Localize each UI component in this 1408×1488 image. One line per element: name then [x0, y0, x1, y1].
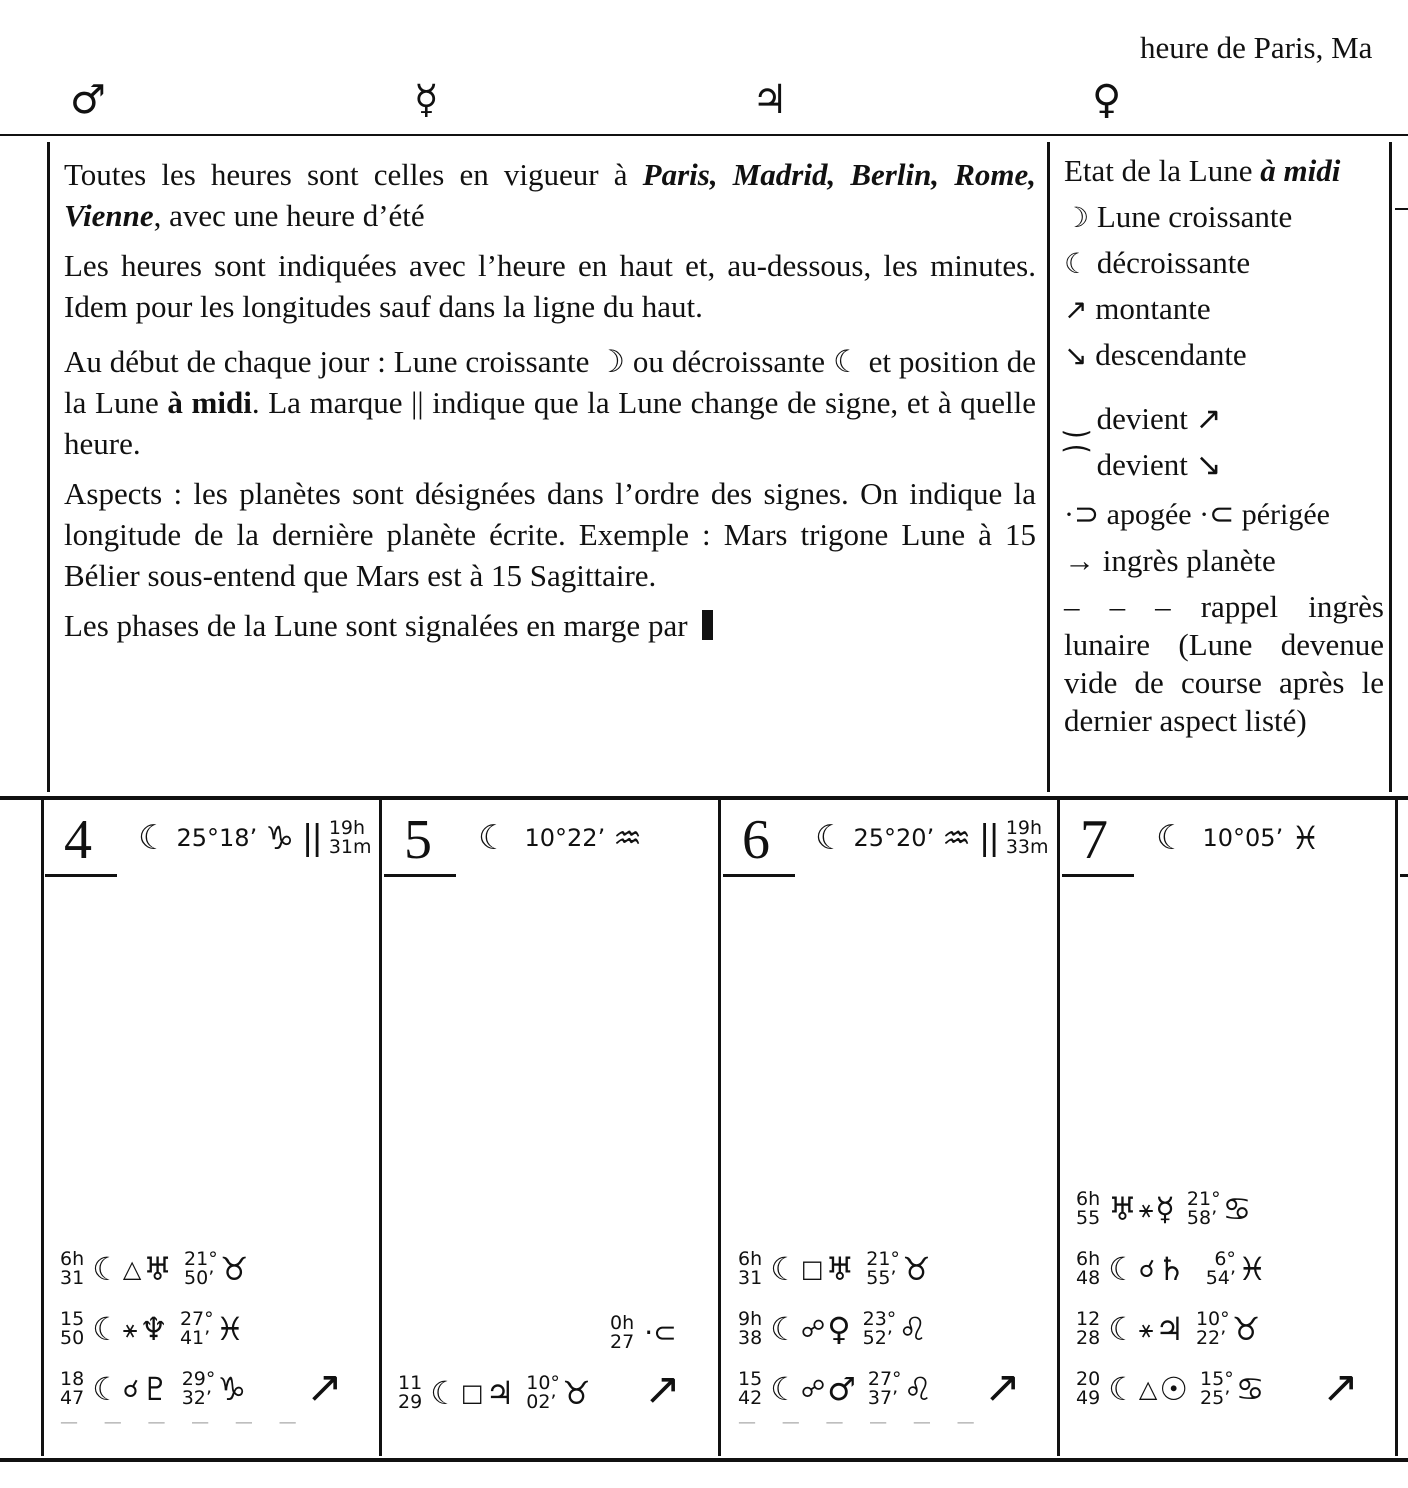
aspect-row [738, 1370, 932, 1408]
aspect-time: 9h 38 [738, 1308, 763, 1349]
day-underline [723, 874, 795, 877]
square-icon: □ [800, 1255, 824, 1283]
sextile-icon: ⚹ [1138, 1315, 1154, 1343]
aspect-time: 15 50 [60, 1308, 85, 1349]
divider [718, 800, 721, 1456]
day-number: 4 [64, 809, 92, 871]
legend-p2: Les heures sont indiquées avec l’heure en haut et, au-dessous, les minutes. Idem pour les longitudes sauf dans la ligne du haut. [64, 248, 1036, 324]
trine-icon: △ [1138, 1375, 1158, 1403]
mercury-icon: ☿ [1155, 1190, 1175, 1228]
moon-icon: ☾ [1108, 1370, 1137, 1408]
venus-icon: ♀ [827, 1310, 851, 1348]
moon-position: 25°18’ [176, 824, 258, 852]
jupiter-icon: ♃ [752, 77, 788, 123]
leo-icon: ♌ [898, 1310, 927, 1348]
day-cell-5 [404, 809, 432, 871]
moon-position: 25°20’ [853, 824, 935, 852]
divider [379, 800, 382, 1456]
sextile-icon: ⚹ [1138, 1195, 1154, 1223]
sign-change-mark: || [978, 818, 998, 858]
neptune-icon: ♆ [139, 1310, 168, 1348]
mars-icon: ♂ [827, 1370, 856, 1408]
sextile-icon: ⚹ [122, 1315, 138, 1343]
aspect-longitude: 21° 58’ [1186, 1188, 1221, 1229]
aquarius-icon: ♒ [942, 819, 971, 857]
aspect-time: 6h 31 [60, 1248, 85, 1289]
aspect-longitude: 6° 54’ [1205, 1248, 1236, 1289]
divider [1057, 800, 1060, 1456]
legend-item-waxing: ☽ Lune croissante [1064, 199, 1293, 234]
aspect-time: 6h 48 [1076, 1248, 1101, 1289]
aspect-longitude: 21° 50’ [184, 1248, 218, 1289]
arrow-up-right-icon: ↗ [306, 1362, 343, 1413]
legend-ingress: → ingrès planète [1064, 543, 1276, 578]
aspect-longitude: 10° 02’ [526, 1372, 560, 1413]
saturn-icon: ♄ [1157, 1250, 1186, 1288]
divider [1395, 800, 1398, 1456]
moon-position: 10°22’ [524, 824, 606, 852]
legend-p4: Aspects : les planètes sont désignées dans l’ordre des signes. On indique la longitude de la dernière planète écrite. Exemple : Mars trigone Lune à 15 Bélier sous-entend que Mars est à 15 Sagittaire. [64, 476, 1036, 593]
divider [47, 142, 50, 792]
header-title: heure de Paris, Ma [1140, 30, 1373, 65]
arrow-down-right-icon: ↘ [1064, 339, 1088, 372]
aspect-row [398, 1374, 591, 1412]
aspect-row [60, 1250, 248, 1288]
legend-item-falling: ↘ descendante [1064, 337, 1247, 372]
aspect-time: 12 28 [1076, 1308, 1101, 1349]
aspect-longitude: 15° 25’ [1200, 1368, 1234, 1409]
divider [1389, 142, 1392, 792]
moon-ingress-reminder: — — — — — — [738, 1412, 985, 1433]
day-underline [1062, 874, 1134, 877]
moon-state [138, 818, 372, 858]
arrow-up-right-icon: ↗ [984, 1362, 1021, 1413]
conjunction-icon: ☌ [1138, 1255, 1155, 1283]
legend-apogee-perigee: ·⊃ apogée ·⊂ périgée [1064, 498, 1330, 531]
waning-moon-icon: ☾ [815, 818, 846, 858]
uranus-icon: ♅ [825, 1250, 855, 1288]
venus-icon: ♀ [1092, 77, 1122, 123]
cancer-icon: ♋ [1235, 1370, 1265, 1408]
perigee-time: 0h 27 [610, 1312, 635, 1353]
waning-moon-icon: ☾ [1156, 818, 1187, 858]
taurus-icon: ♉ [1231, 1310, 1261, 1348]
arrow-up-right-icon: ↗ [644, 1364, 681, 1415]
waning-moon-icon: ☾ [138, 818, 169, 858]
moon-icon: ☾ [1108, 1250, 1137, 1288]
taurus-icon: ♉ [901, 1250, 931, 1288]
phase-marker-icon [702, 610, 713, 640]
legend-text [64, 154, 1036, 655]
moon-state [1156, 818, 1320, 858]
moon-state [478, 818, 642, 858]
waxing-moon-icon: ☽ [1064, 201, 1090, 234]
legend-p3: Au début de chaque jour : Lune croissante ☽ ou décroissante ☾ et position de la Lune à midi. La marque || indique que la Lune change de signe, et à quelle heure. [64, 344, 1036, 461]
legend-becomes-rising: ‿ devient ↗ [1064, 401, 1222, 436]
opposition-icon: ☍ [800, 1315, 826, 1343]
aspect-row [1076, 1250, 1267, 1288]
day-underline [45, 874, 117, 877]
legend-reminder: – – – rappel ingrès lunaire (Lune devenue vide de course après le dernier aspect listé) [1064, 589, 1384, 738]
square-icon: □ [460, 1379, 484, 1407]
taurus-icon: ♉ [561, 1374, 591, 1412]
aspect-row [738, 1250, 931, 1288]
sun-icon: ☉ [1159, 1370, 1189, 1408]
aspect-time: 18 47 [60, 1368, 85, 1409]
capricorn-icon: ♑ [217, 1370, 247, 1408]
perigee-icon: ·⊂ [644, 1316, 677, 1349]
aspect-row [1076, 1190, 1251, 1228]
aspect-row [1076, 1310, 1260, 1348]
legend-p1: Toutes les heures sont celles en vigueur à Paris, Madrid, Berlin, Rome, Vienne, avec une heure d’été [64, 157, 1036, 233]
divider [1047, 142, 1050, 792]
aspect-time: 6h 31 [738, 1248, 763, 1289]
aspect-longitude: 27° 37’ [867, 1368, 902, 1409]
legend-item-waning: ☾ décroissante [1064, 245, 1251, 280]
aspect-time: 6h 55 [1076, 1188, 1101, 1229]
jupiter-icon: ♃ [1155, 1310, 1184, 1348]
day-cell-7 [1080, 809, 1108, 871]
moon-icon: ☾ [92, 1250, 121, 1288]
uranus-icon: ♅ [143, 1250, 173, 1288]
aspect-row [60, 1370, 246, 1408]
day-number: 7 [1080, 809, 1108, 871]
cancer-icon: ♋ [1222, 1190, 1252, 1228]
aspect-longitude: 27° 41’ [179, 1308, 214, 1349]
waning-moon-icon: ☾ [1064, 247, 1090, 280]
divider [41, 800, 44, 1456]
day-number: 5 [404, 809, 432, 871]
aspect-time: 15 42 [738, 1368, 763, 1409]
legend-becomes-falling: ⁀ devient ↘ [1064, 447, 1222, 482]
legend-item-rising: ↗ montante [1064, 291, 1211, 326]
day-underline [384, 874, 456, 877]
header-rule [0, 134, 1408, 136]
mars-icon: ♂ [70, 77, 106, 123]
jupiter-icon: ♃ [485, 1374, 515, 1412]
moon-icon: ☾ [770, 1310, 799, 1348]
tick-mark [1400, 874, 1408, 877]
moon-icon: ☾ [430, 1374, 459, 1412]
aspect-row [60, 1310, 244, 1348]
aspect-longitude: 10° 22’ [1195, 1308, 1230, 1349]
day-cell-6 [742, 809, 770, 871]
day-cell-4 [64, 809, 92, 871]
conjunction-icon: ☌ [122, 1375, 139, 1403]
aspect-time: 20 49 [1076, 1368, 1101, 1409]
sign-change-time: 19h 31m [328, 817, 372, 858]
moon-icon: ☾ [770, 1250, 799, 1288]
capricorn-icon: ♑ [265, 819, 294, 857]
moon-icon: ☾ [92, 1370, 121, 1408]
bottom-rule [0, 1458, 1408, 1462]
pisces-icon: ♓ [1237, 1250, 1267, 1288]
pluto-icon: ♇ [141, 1370, 170, 1408]
sign-change-mark: || [301, 818, 321, 858]
aspect-row [738, 1310, 927, 1348]
moon-ingress-reminder: — — — — — — [60, 1412, 307, 1433]
moon-state [815, 818, 1049, 858]
moon-icon: ☾ [770, 1370, 799, 1408]
aquarius-icon: ♒ [613, 819, 642, 857]
moon-icon: ☾ [92, 1310, 121, 1348]
pisces-icon: ♓ [215, 1310, 245, 1348]
perigee-row [610, 1314, 677, 1352]
mercury-icon: ☿ [414, 77, 439, 123]
uranus-icon: ♅ [1108, 1190, 1137, 1228]
aspect-row [1076, 1370, 1264, 1408]
arrow-up-right-icon: ↗ [1064, 293, 1088, 326]
waning-moon-icon: ☾ [478, 818, 509, 858]
legend-p5: Les phases de la Lune sont signalées en marge par [64, 605, 1036, 646]
aspect-longitude: 29° 32’ [181, 1368, 216, 1409]
aspect-longitude: 23° 52’ [862, 1308, 897, 1349]
pisces-icon: ♓ [1291, 819, 1320, 857]
trine-icon: △ [122, 1255, 142, 1283]
taurus-icon: ♉ [219, 1250, 249, 1288]
legend-moon-state [1064, 152, 1384, 740]
day-number: 6 [742, 809, 770, 871]
moon-icon: ☾ [1108, 1310, 1137, 1348]
opposition-icon: ☍ [800, 1375, 826, 1403]
leo-icon: ♌ [903, 1370, 933, 1408]
moon-position: 10°05’ [1202, 824, 1284, 852]
section-rule [0, 796, 1408, 800]
aspect-time: 11 29 [398, 1372, 423, 1413]
tick-mark [1395, 208, 1408, 210]
legend-right-title: Etat de la Lune à midi [1064, 153, 1341, 188]
aspect-longitude: 21° 55’ [866, 1248, 900, 1289]
sign-change-time: 19h 33m [1005, 817, 1049, 858]
arrow-up-right-icon: ↗ [1322, 1362, 1359, 1413]
